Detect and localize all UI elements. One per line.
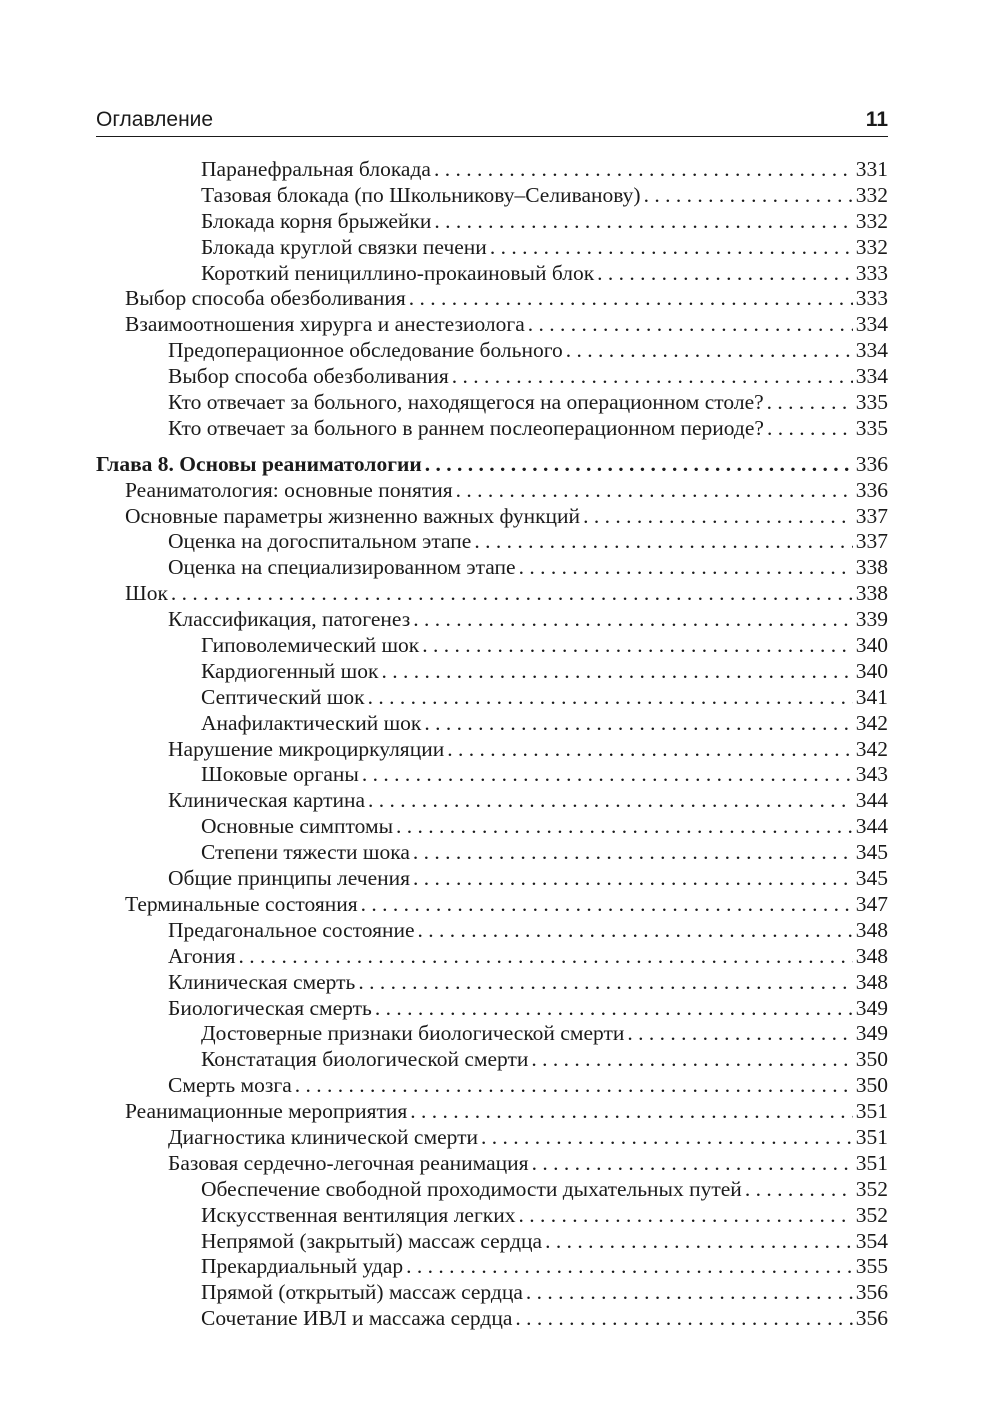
toc-entry-page: 341	[855, 684, 888, 709]
toc-entry[interactable]	[96, 235, 888, 261]
toc-entry[interactable]	[96, 261, 888, 287]
table-of-contents	[96, 157, 888, 1332]
toc-entry-title: Предоперационное обследование больного	[168, 338, 563, 363]
toc-entry-title: Взаимоотношения хирурга и анестезиолога	[125, 312, 525, 337]
toc-entry[interactable]	[96, 1280, 888, 1306]
toc-entry-title: Септический шок	[201, 684, 365, 709]
toc-entry-page: 349	[855, 995, 888, 1020]
toc-entry-page: 332	[855, 208, 888, 233]
toc-leader-dots	[526, 1280, 853, 1306]
toc-entry[interactable]	[96, 685, 888, 711]
toc-entry[interactable]	[96, 737, 888, 763]
toc-entry[interactable]	[96, 944, 888, 970]
toc-entry-page: 337	[855, 529, 888, 554]
toc-entry[interactable]	[96, 659, 888, 685]
running-header	[96, 106, 888, 137]
toc-entry-title: Анафилактический шок	[201, 710, 422, 735]
toc-leader-dots	[515, 1306, 852, 1332]
toc-leader-dots	[474, 529, 852, 555]
toc-entry-page: 335	[855, 415, 888, 440]
toc-entry-page: 351	[855, 1099, 888, 1124]
toc-entry-page: 342	[855, 710, 888, 735]
toc-leader-dots	[597, 261, 853, 287]
toc-entry[interactable]	[96, 866, 888, 892]
toc-leader-dots	[368, 788, 853, 814]
toc-leader-dots	[375, 996, 853, 1022]
toc-entry-page: 334	[855, 312, 888, 337]
toc-entry-page: 334	[855, 364, 888, 389]
toc-entry-title: Прекардиальный удар	[201, 1254, 404, 1279]
toc-entry[interactable]	[96, 1151, 888, 1177]
toc-leader-dots	[406, 1254, 853, 1280]
toc-leader-dots	[545, 1229, 853, 1255]
toc-entry-page: 340	[855, 658, 888, 683]
toc-entry[interactable]	[96, 892, 888, 918]
toc-entry-page: 331	[855, 157, 888, 181]
toc-entry[interactable]	[96, 1229, 888, 1255]
toc-leader-dots	[767, 390, 853, 416]
toc-entry-title: Блокада круглой связки печени	[201, 234, 487, 259]
toc-leader-dots	[425, 452, 853, 478]
toc-entry-title: Паранефральная блокада	[201, 157, 431, 181]
toc-entry-page: 344	[855, 814, 888, 839]
toc-entry-page: 355	[855, 1254, 888, 1279]
toc-chapter-entry[interactable]	[96, 452, 888, 478]
toc-entry-page: 335	[855, 390, 888, 415]
header-title: Оглавление	[96, 108, 214, 131]
toc-entry-title: Кто отвечает за больного, находящегося на операционном столе?	[168, 390, 764, 415]
toc-entry[interactable]	[96, 416, 888, 442]
toc-entry[interactable]	[96, 711, 888, 737]
toc-entry-title: Смерть мозга	[168, 1073, 292, 1098]
toc-entry-title: Обеспечение свободной проходимости дыхательных путей	[201, 1176, 742, 1201]
toc-entry-page: 333	[855, 260, 888, 285]
toc-leader-dots	[481, 1125, 853, 1151]
toc-entry-page: 343	[855, 762, 888, 787]
toc-entry[interactable]	[96, 607, 888, 633]
toc-leader-dots	[424, 711, 852, 737]
toc-entry-page: 347	[855, 891, 888, 916]
toc-entry-title: Тазовая блокада (по Школьникову–Селиванову)	[201, 182, 641, 207]
toc-entry[interactable]	[96, 1021, 888, 1047]
toc-entry-title: Прямой (открытый) массаж сердца	[201, 1280, 523, 1305]
toc-entry-page: 332	[855, 234, 888, 259]
toc-leader-dots	[452, 364, 853, 390]
toc-entry-title: Сочетание ИВЛ и массажа сердца	[201, 1306, 513, 1331]
toc-entry[interactable]	[96, 840, 888, 866]
toc-entry-title: Выбор способа обезболивания	[125, 286, 406, 311]
toc-leader-dots	[490, 235, 853, 261]
toc-entry-page: 345	[855, 866, 888, 891]
toc-leader-dots	[358, 970, 852, 996]
toc-entry-title: Глава 8. Основы реаниматологии	[96, 451, 422, 476]
toc-entry-page: 356	[855, 1280, 888, 1305]
toc-entry[interactable]	[96, 209, 888, 235]
toc-entry-page: 333	[855, 286, 888, 311]
toc-entry-title: Достоверные признаки биологической смерти	[201, 1021, 625, 1046]
toc-entry-title: Клиническая смерть	[168, 969, 356, 994]
toc-entry-title: Биологическая смерть	[168, 995, 372, 1020]
toc-leader-dots	[519, 555, 853, 581]
toc-entry-title: Агония	[168, 943, 236, 968]
toc-leader-dots	[368, 685, 853, 711]
toc-leader-dots	[456, 478, 853, 504]
toc-entry[interactable]	[96, 1047, 888, 1073]
toc-entry-title: Непрямой (закрытый) массаж сердца	[201, 1228, 543, 1253]
toc-entry-page: 336	[855, 451, 888, 476]
toc-entry-page: 332	[855, 182, 888, 207]
toc-entry-page: 337	[855, 503, 888, 528]
toc-leader-dots	[447, 737, 853, 763]
toc-entry-title: Шок	[125, 581, 168, 606]
toc-entry-title: Кардиогенный шок	[201, 658, 379, 683]
toc-leader-dots	[295, 1073, 853, 1099]
toc-leader-dots	[171, 581, 853, 607]
toc-leader-dots	[528, 312, 853, 338]
toc-leader-dots	[583, 504, 853, 530]
toc-entry-page: 336	[855, 477, 888, 502]
toc-entry[interactable]	[96, 1099, 888, 1125]
toc-leader-dots	[413, 866, 853, 892]
toc-entry-title: Базовая сердечно-легочная реанимация	[168, 1150, 529, 1175]
toc-entry[interactable]	[96, 996, 888, 1022]
toc-entry-title: Диагностика клинической смерти	[168, 1124, 478, 1149]
toc-entry-title: Искусственная вентиляция легких	[201, 1202, 516, 1227]
toc-entry-title: Степени тяжести шока	[201, 840, 410, 865]
toc-entry-title: Короткий пенициллино-прокаиновый блок	[201, 260, 595, 285]
toc-entry-title: Гиповолемический шок	[201, 633, 420, 658]
toc-leader-dots	[767, 416, 853, 442]
toc-entry-page: 339	[855, 607, 888, 632]
toc-entry[interactable]	[96, 338, 888, 364]
toc-entry-title: Оценка на специализированном этапе	[168, 555, 516, 580]
toc-entry[interactable]	[96, 364, 888, 390]
toc-entry[interactable]	[96, 633, 888, 659]
toc-entry-page: 352	[855, 1176, 888, 1201]
toc-entry-title: Общие принципы лечения	[168, 866, 411, 891]
toc-entry[interactable]	[96, 1177, 888, 1203]
toc-entry[interactable]	[96, 478, 888, 504]
toc-entry-page: 338	[855, 581, 888, 606]
toc-entry-page: 354	[855, 1228, 888, 1253]
toc-entry[interactable]	[96, 970, 888, 996]
header-page-number: 11	[865, 108, 888, 131]
toc-leader-dots	[644, 183, 853, 209]
toc-entry[interactable]	[96, 581, 888, 607]
toc-leader-dots	[418, 918, 853, 944]
toc-entry-title: Классификация, патогенез	[168, 607, 411, 632]
toc-leader-dots	[362, 762, 853, 788]
toc-entry-page: 349	[855, 1021, 888, 1046]
toc-leader-dots	[566, 338, 853, 364]
toc-leader-dots	[519, 1203, 853, 1229]
toc-entry[interactable]	[96, 312, 888, 338]
toc-entry-title: Выбор способа обезболивания	[168, 364, 449, 389]
toc-entry-page: 351	[855, 1150, 888, 1175]
toc-entry[interactable]	[96, 788, 888, 814]
toc-leader-dots	[531, 1047, 852, 1073]
toc-entry-title: Реаниматология: основные понятия	[125, 477, 453, 502]
toc-entry-title: Основные параметры жизненно важных функций	[125, 503, 581, 528]
toc-entry-page: 344	[855, 788, 888, 813]
toc-entry[interactable]	[96, 1254, 888, 1280]
toc-entry-title: Кто отвечает за больного в раннем послеоперационном периоде?	[168, 415, 764, 440]
toc-entry-page: 348	[855, 969, 888, 994]
toc-entry-title: Терминальные состояния	[125, 891, 358, 916]
toc-entry-page: 342	[855, 736, 888, 761]
toc-entry[interactable]	[96, 286, 888, 312]
toc-entry-title: Нарушение микроциркуляции	[168, 736, 445, 761]
toc-entry[interactable]	[96, 918, 888, 944]
toc-entry-title: Предагональное состояние	[168, 917, 415, 942]
toc-leader-dots	[381, 659, 852, 685]
toc-entry-page: 351	[855, 1124, 888, 1149]
toc-leader-dots	[422, 633, 853, 659]
toc-entry[interactable]	[96, 814, 888, 840]
toc-entry[interactable]	[96, 504, 888, 530]
toc-entry[interactable]	[96, 390, 888, 416]
toc-leader-dots	[627, 1021, 852, 1047]
toc-entry[interactable]	[96, 529, 888, 555]
toc-leader-dots	[413, 607, 853, 633]
toc-entry[interactable]	[96, 1203, 888, 1229]
toc-leader-dots	[409, 286, 853, 312]
toc-entry-page: 350	[855, 1073, 888, 1098]
toc-entry-title: Оценка на догоспитальном этапе	[168, 529, 472, 554]
toc-entry-page: 345	[855, 840, 888, 865]
toc-entry[interactable]	[96, 157, 888, 183]
toc-entry-title: Констатация биологической смерти	[201, 1047, 529, 1072]
toc-entry-page: 350	[855, 1047, 888, 1072]
toc-entry-page: 352	[855, 1202, 888, 1227]
toc-entry-title: Основные симптомы	[201, 814, 394, 839]
toc-leader-dots	[361, 892, 853, 918]
toc-leader-dots	[410, 1099, 852, 1125]
toc-entry-page: 348	[855, 917, 888, 942]
toc-leader-dots	[238, 944, 852, 970]
toc-entry[interactable]	[96, 183, 888, 209]
toc-entry-title: Блокада корня брыжейки	[201, 208, 432, 233]
toc-entry-page: 338	[855, 555, 888, 580]
toc-entry[interactable]	[96, 1125, 888, 1151]
toc-entry-title: Клиническая картина	[168, 788, 366, 813]
toc-leader-dots	[434, 157, 853, 183]
toc-leader-dots	[413, 840, 853, 866]
toc-entry[interactable]	[96, 1073, 888, 1099]
toc-entry-page: 348	[855, 943, 888, 968]
toc-leader-dots	[396, 814, 853, 840]
toc-leader-dots	[434, 209, 852, 235]
toc-entry-page: 334	[855, 338, 888, 363]
toc-entry-title: Реанимационные мероприятия	[125, 1099, 408, 1124]
toc-leader-dots	[745, 1177, 853, 1203]
toc-entry-page: 356	[855, 1306, 888, 1331]
toc-entry[interactable]	[96, 762, 888, 788]
toc-entry[interactable]	[96, 555, 888, 581]
toc-leader-dots	[532, 1151, 853, 1177]
toc-entry[interactable]	[96, 1306, 888, 1332]
toc-entry-title: Шоковые органы	[201, 762, 359, 787]
toc-entry-page: 340	[855, 633, 888, 658]
